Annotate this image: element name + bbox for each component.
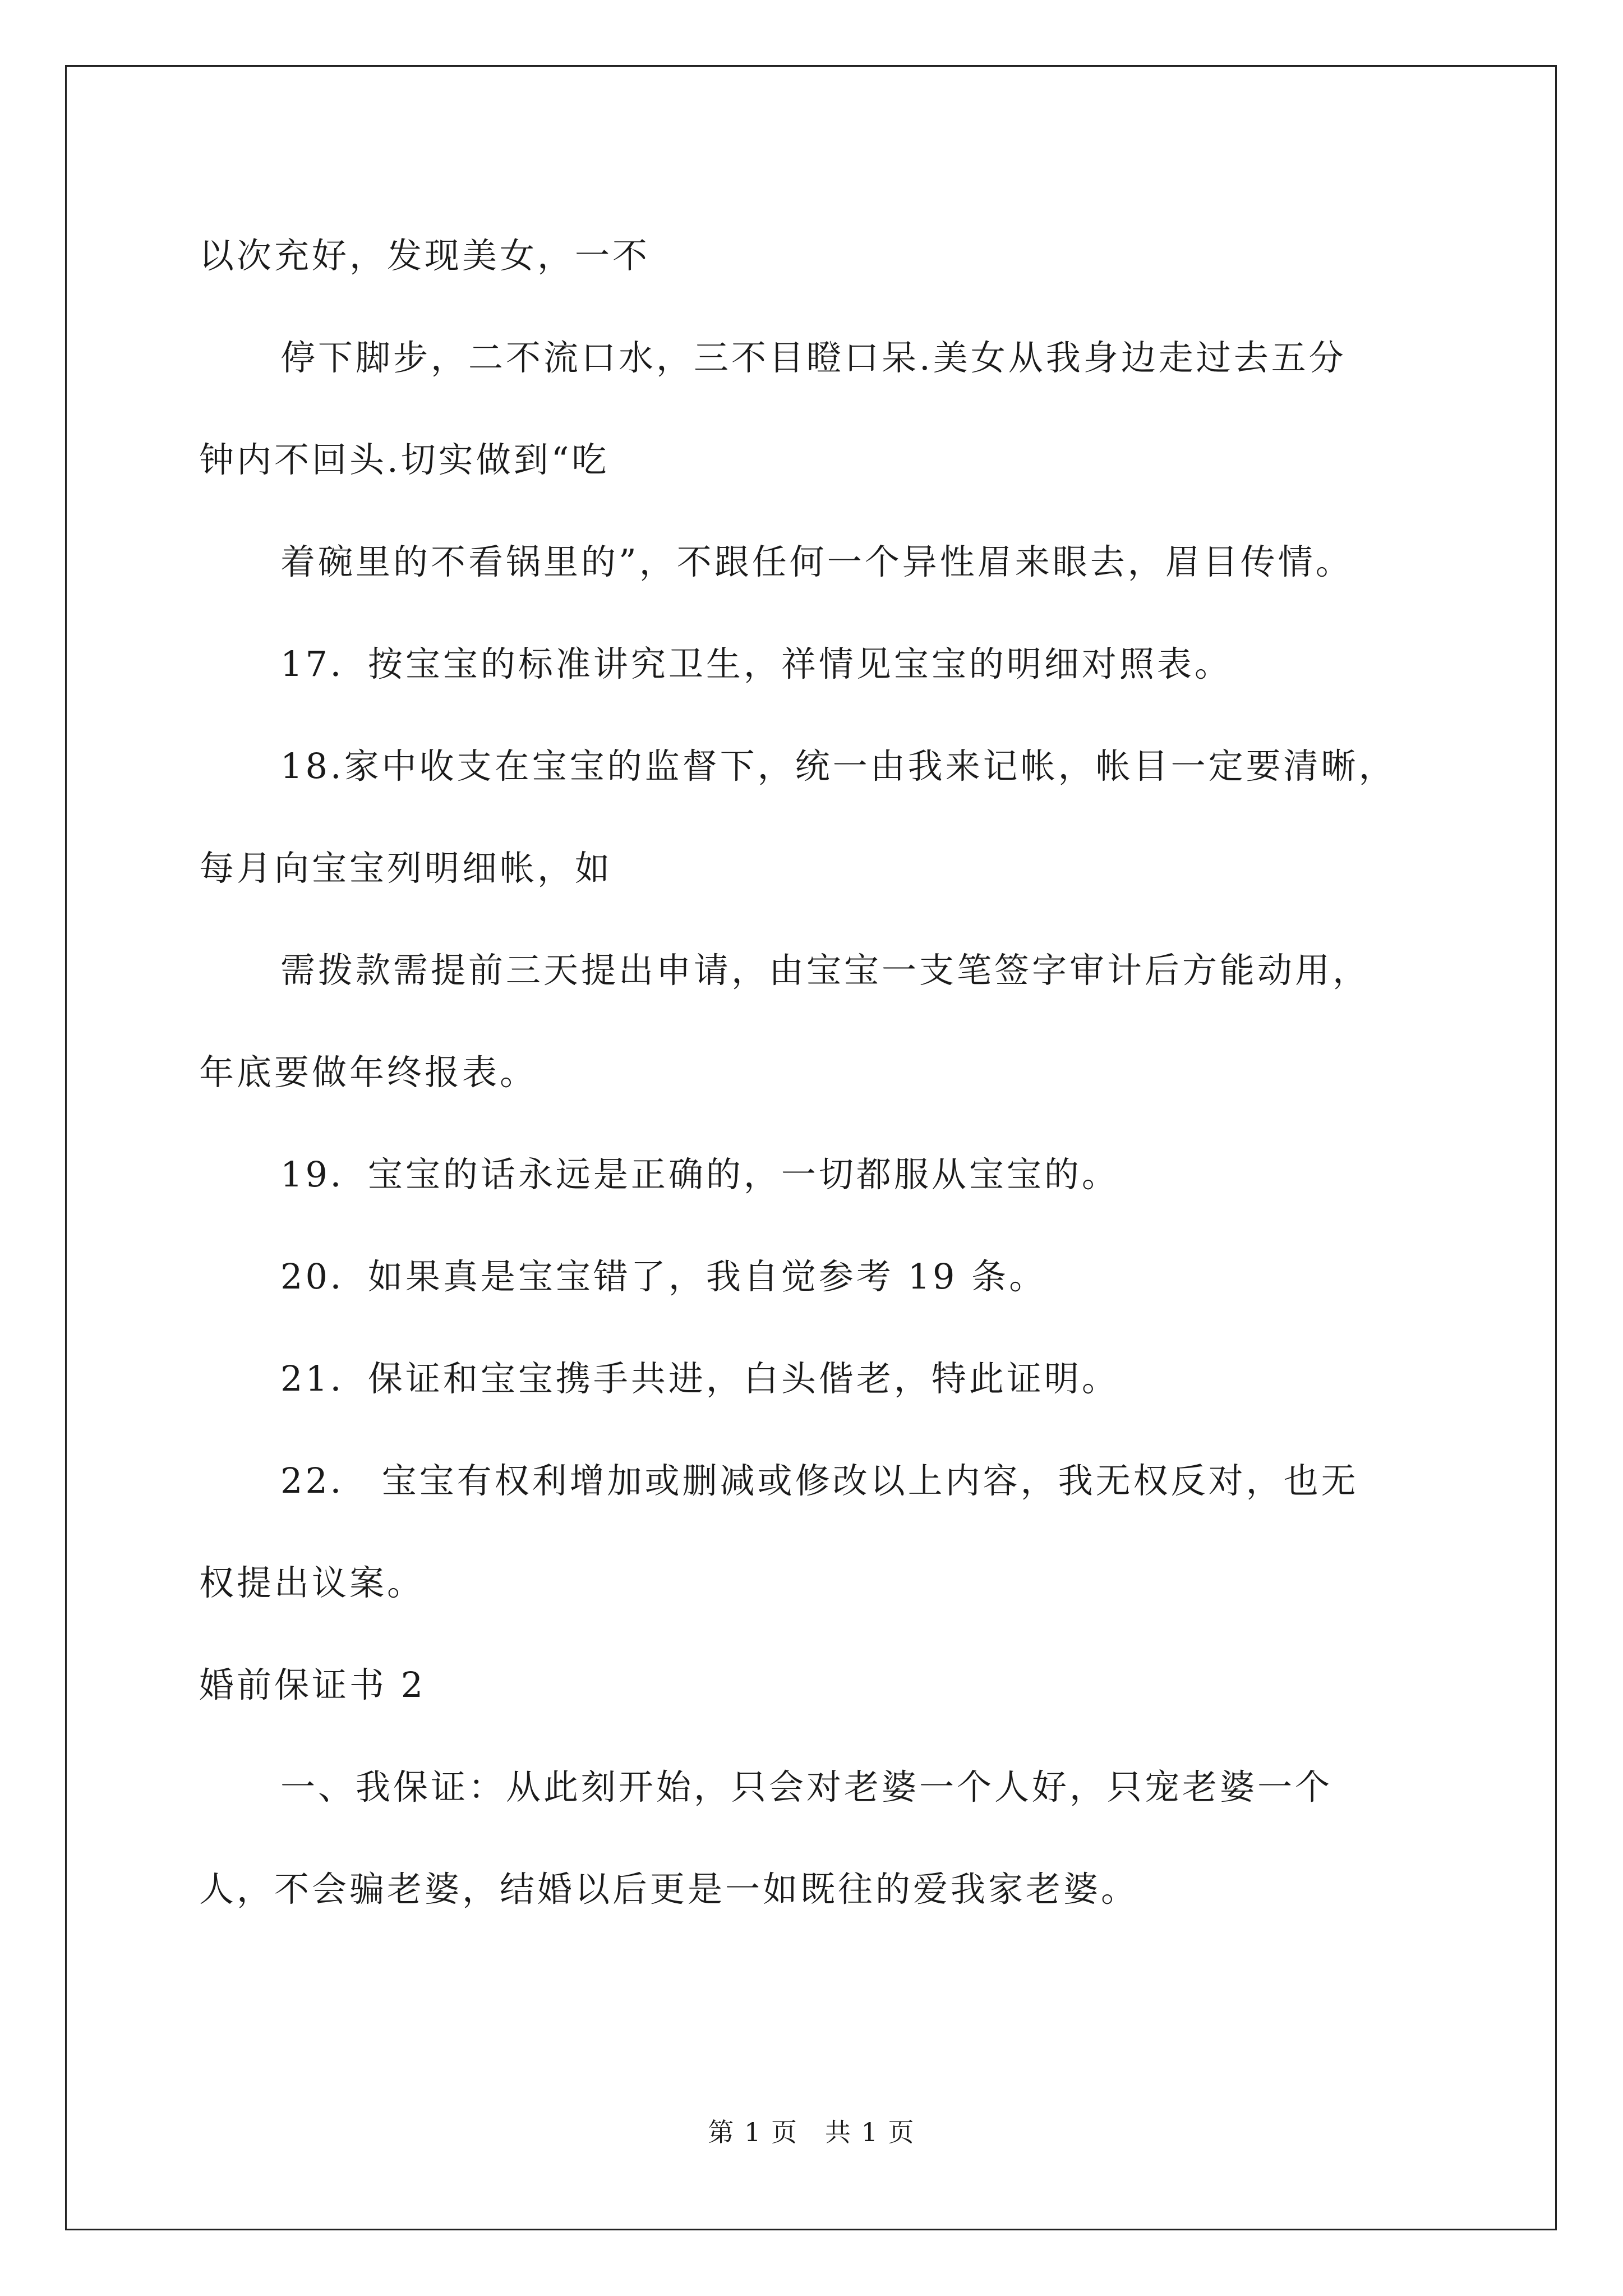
text-line: 需拨款需提前三天提出申请，由宝宝一支笔签字审计后方能动用， [280,950,1371,991]
text-line: 停下脚步，二不流口水，三不目瞪口呆.美女从我身边走过去五分 [280,337,1347,378]
page-footer: 第 1 页 共 1 页 [708,2117,915,2147]
text-line: 18.家中收支在宝宝的监督下，统一由我来记帐，帐目一定要清晰， [280,746,1396,786]
text-line: 权提出议案。 [199,1562,425,1603]
text-line: 着碗里的不看锅里的”，不跟任何一个异性眉来眼去，眉目传情。 [280,541,1353,582]
text-line: 21．保证和宝宝携手共进，白头偕老，特此证明。 [280,1358,1119,1399]
text-line: 17．按宝宝的标准讲究卫生，祥情见宝宝的明细对照表。 [280,643,1232,684]
text-line: 人，不会骗老婆，结婚以后更是一如既往的爱我家老婆。 [199,1869,1139,1910]
text-line: 20．如果真是宝宝错了，我自觉参考 19 条。 [280,1256,1047,1297]
text-line: 每月向宝宝列明细帐，如 [199,848,613,889]
document-body [199,205,1433,1940]
text-line: 以次充好，发现美女，一不 [199,235,651,276]
section-heading: 婚前保证书 2 [199,1664,426,1705]
text-line: 一、我保证：从此刻开始，只会对老婆一个人好，只宠老婆一个 [280,1766,1333,1807]
text-line: 19．宝宝的话永远是正确的，一切都服从宝宝的。 [280,1154,1119,1195]
text-line: 22． 宝宝有权利增加或删减或修改以上内容，我无权反对，也无 [280,1460,1359,1501]
text-line: 年底要做年终报表。 [199,1052,538,1093]
text-line: 钟内不回头.切实做到“吃 [199,439,610,480]
